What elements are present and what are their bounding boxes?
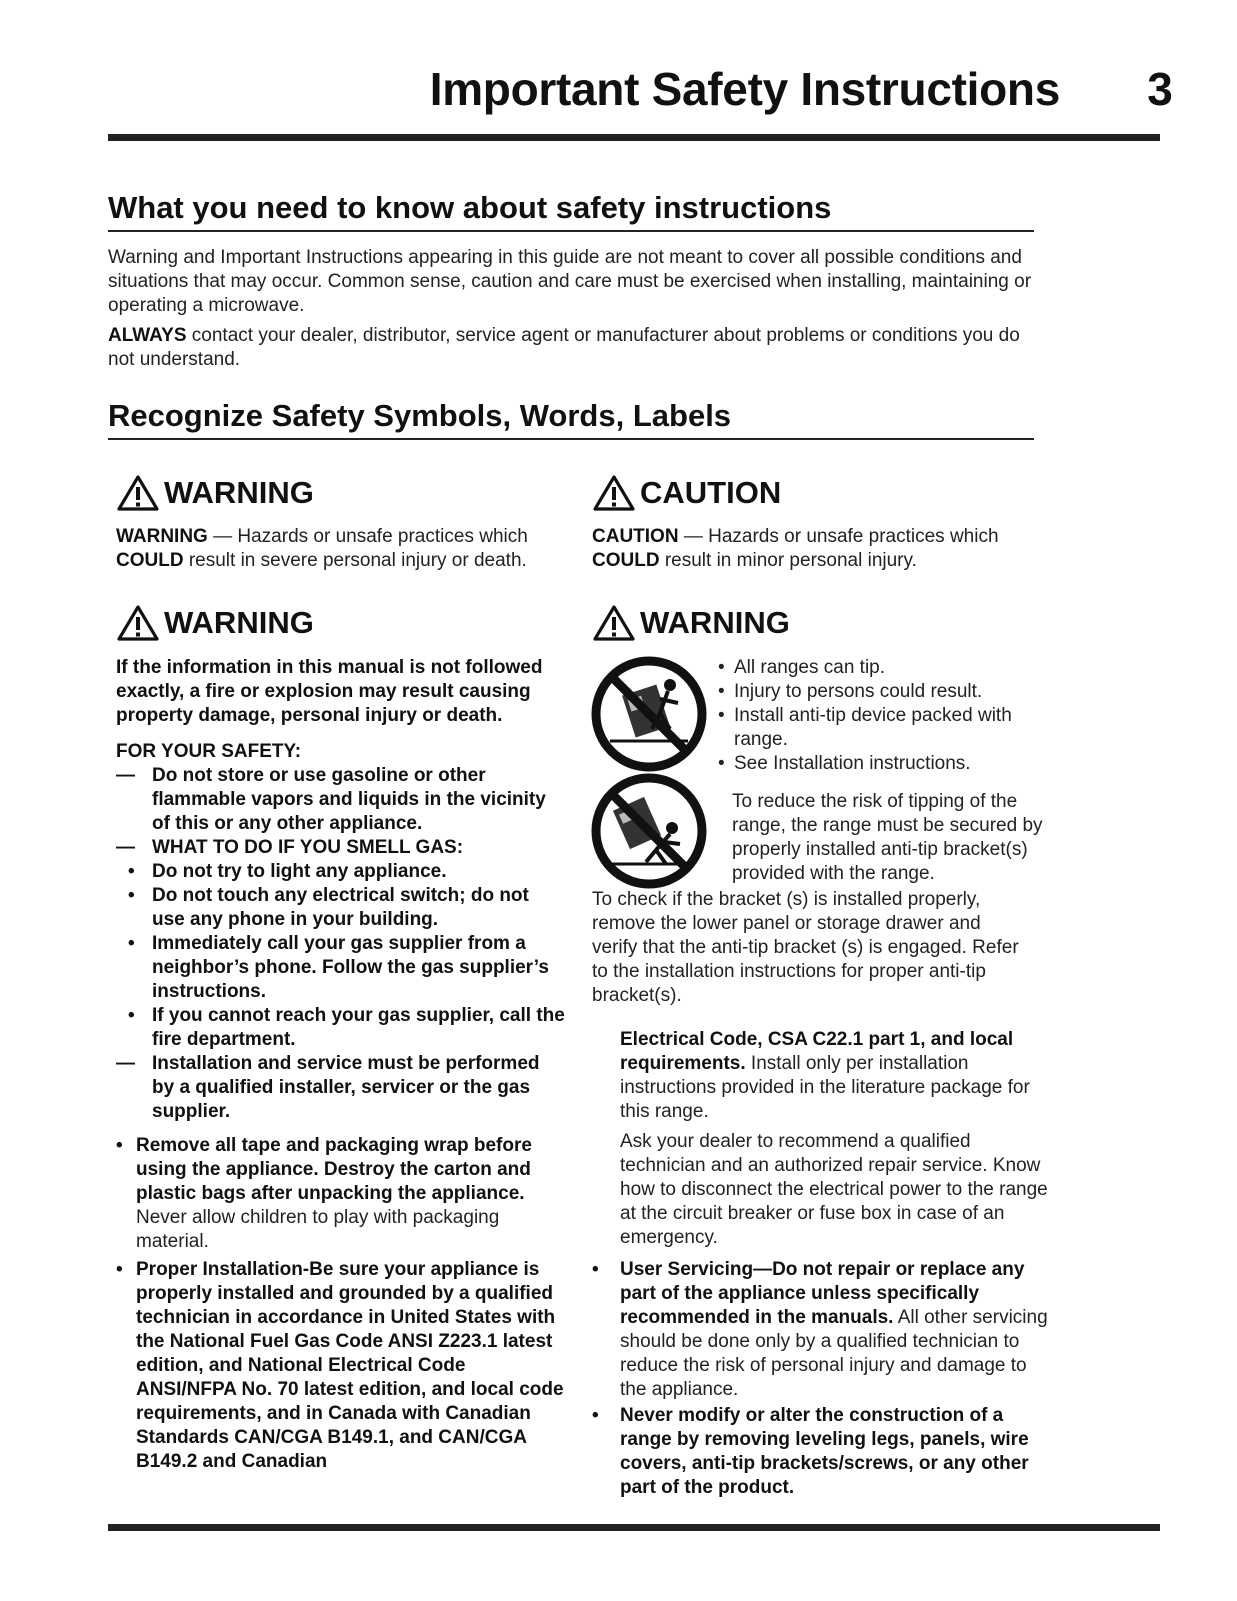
always-paragraph	[108, 324, 1038, 372]
tip-bullets	[718, 656, 1048, 776]
alert-triangle-icon	[116, 604, 160, 642]
packaging-note: Never allow children to play with packaging material.	[136, 1207, 500, 1252]
list-item: • Remove all tape and packaging wrap before using the appliance. Destroy the carton and plastic bags after unpacking the appliance. Never allow children to play with packaging material.	[116, 1135, 532, 1252]
proper-installation-text: Proper Installation-Be sure your appliance is properly installed and grounded by a qualified technician in accordance in United States with the National Fuel Gas Code ANSI Z223.1 latest edition, and National Electrical Code ANSI/NFPA No. 70 latest edition, and local code requirements, and in Canada with Canadian Standards CAN/CGA B149.1, and CAN/CGA B149.2 and Canadian	[136, 1259, 564, 1472]
warning-heading	[116, 474, 314, 512]
section-title-what-to-know: What you need to know about safety instructions	[108, 190, 832, 225]
section-rule	[108, 438, 1034, 440]
alert-triangle-icon	[592, 474, 636, 512]
warning-label: WARNING	[164, 605, 314, 640]
warning-heading-tip	[592, 604, 790, 642]
list-item: • Do not touch any electrical switch; do not use any phone in your building.	[116, 884, 566, 932]
always-lead: ALWAYS	[108, 325, 187, 346]
list-item: • User Servicing—Do not repair or replace any part of the appliance unless specifically recommended in the manuals. All other servicing should be done only by a qualified technician to reduce the risk of personal injury and damage to the appliance.	[592, 1259, 1048, 1400]
list-item-text: Install anti-tip device packed with range.	[734, 705, 1012, 750]
list-item: — Do not store or use gasoline or other flammable vapors and liquids in the vicinity of this or any other appliance.	[116, 764, 566, 836]
caution-def-text: — Hazards or unsafe practices which	[678, 526, 999, 547]
bracket-check-text: To check if the bracket (s) is installed properly, remove the lower panel or storage drawer and verify that the anti-tip bracket (s) is engaged. Refer to the installation instructions for proper anti-tip bracket(s).	[592, 889, 1019, 1006]
list-item: • Injury to persons could result.	[718, 680, 1048, 704]
warning-term: WARNING	[116, 526, 208, 547]
list-item: • See Installation instructions.	[718, 752, 1048, 776]
warning-def-text: — Hazards or unsafe practices which	[207, 526, 528, 547]
warning-definition	[116, 525, 576, 573]
caution-def-text-2: result in minor personal injury.	[659, 550, 917, 571]
electrical-code-text	[620, 1028, 1060, 1124]
list-item-text: See Installation instructions.	[734, 753, 971, 774]
warning-label: WARNING	[640, 605, 790, 640]
intro-paragraph: Warning and Important Instructions appearing in this guide are not meant to cover all possible conditions and situations that may occur. Common sense, caution and care must be exercised when installing, maintaining or operating a microwave.	[108, 247, 1032, 316]
warning-def-text-2: result in severe personal injury or death.	[183, 550, 527, 571]
list-item: — WHAT TO DO IF YOU SMELL GAS:	[116, 836, 566, 860]
list-item-text: Do not try to light any appliance.	[152, 861, 447, 882]
could-term: COULD	[116, 550, 184, 571]
caution-label: CAUTION	[640, 475, 782, 510]
list-item: — Installation and service must be performed by a qualified installer, servicer or the gas supplier.	[116, 1052, 566, 1124]
list-item-text: WHAT TO DO IF YOU SMELL GAS:	[152, 837, 464, 858]
list-item-text: Injury to persons could result.	[734, 681, 983, 702]
warning-heading-gas	[116, 604, 314, 642]
for-your-safety: FOR YOUR SAFETY:	[116, 741, 302, 762]
always-rest: contact your dealer, distributor, service agent or manufacturer about problems or conditions you do not understand.	[108, 325, 1020, 370]
list-item-text: Installation and service must be performed by a qualified installer, servicer or the gas supplier.	[152, 1053, 540, 1122]
range-tip-hazard-icon	[590, 655, 708, 773]
list-item-text: Do not store or use gasoline or other flammable vapors and liquids in the vicinity of this or any other appliance.	[152, 765, 546, 834]
warning-label: WARNING	[164, 475, 314, 510]
list-item: • Install anti-tip device packed with range.	[718, 704, 1048, 752]
gas-warning-intro: If the information in this manual is not followed exactly, a fire or explosion may result causing property damage, personal injury or death.	[116, 657, 543, 726]
page-number: 3	[1147, 63, 1173, 115]
user-servicing-bold: User Servicing—Do not repair or replace any part of the appliance unless specifically recommended in the manuals.	[620, 1259, 1025, 1328]
tip-risk-text: To reduce the risk of tipping of the range, the range must be secured by properly installed anti-tip bracket(s) provided with the range.	[732, 791, 1043, 884]
list-item-text: All ranges can tip.	[734, 657, 886, 678]
section-title-recognize: Recognize Safety Symbols, Words, Labels	[108, 398, 732, 433]
electrical-code-norm: Install only per installation instructions provided in the literature package for this range.	[620, 1053, 1030, 1122]
list-item: • If you cannot reach your gas supplier, call the fire department.	[128, 1005, 565, 1050]
user-servicing-norm: All other servicing should be done only by a qualified technician to reduce the risk of personal injury and damage to the appliance.	[620, 1307, 1048, 1400]
caution-term: CAUTION	[592, 526, 679, 547]
header-rule	[108, 134, 1160, 141]
list-item-text: Do not touch any electrical switch; do not use any phone in your building.	[152, 885, 529, 930]
range-tip-person-icon	[590, 772, 708, 890]
section-rule	[108, 230, 1034, 232]
caution-heading	[592, 474, 781, 512]
never-modify-text: Never modify or alter the construction of a range by removing leveling legs, panels, wire covers, anti-tip brackets/screws, or any other part of the product.	[620, 1405, 1029, 1498]
alert-triangle-icon	[116, 474, 160, 512]
electrical-code-bold: Electrical Code, CSA C22.1 part 1, and local requirements.	[620, 1029, 1014, 1074]
page-title: Important Safety Instructions	[429, 63, 1060, 115]
caution-definition	[592, 525, 1052, 573]
dealer-text: Ask your dealer to recommend a qualified technician and an authorized repair service. Know how to disconnect the electrical power to the range at the circuit breaker or fuse box in case of an emergency.	[620, 1131, 1048, 1248]
list-item-text: If you cannot reach your gas supplier, call the fire department.	[152, 1005, 565, 1050]
list-item: • Never modify or alter the construction of a range by removing leveling legs, panels, wire covers, anti-tip brackets/screws, or any other part of the product.	[592, 1404, 1048, 1500]
list-item-text: Immediately call your gas supplier from a neighbor’s phone. Follow the gas supplier’s instructions.	[152, 933, 549, 1002]
footer-rule	[108, 1524, 1160, 1531]
could-term: COULD	[592, 550, 660, 571]
packaging-bold: Remove all tape and packaging wrap before using the appliance. Destroy the carton and plastic bags after unpacking the appliance.	[136, 1135, 532, 1204]
list-item: • Proper Installation-Be sure your appliance is properly installed and grounded by a qualified technician in accordance in United States with the National Fuel Gas Code ANSI Z223.1 latest edition, and National Electrical Code ANSI/NFPA No. 70 latest edition, and local code requirements, and in Canada with Canadian Standards CAN/CGA B149.1, and CAN/CGA B149.2 and Canadian	[116, 1258, 568, 1474]
right-bullet-list	[592, 1258, 1048, 1500]
left-bullet-list	[116, 1134, 568, 1474]
safety-list	[116, 764, 566, 1124]
list-item: • Do not try to light any appliance.	[116, 860, 566, 884]
list-item: • All ranges can tip.	[718, 656, 1048, 680]
alert-triangle-icon	[592, 604, 636, 642]
list-item: • Immediately call your gas supplier from a neighbor’s phone. Follow the gas supplier’s instructions.	[116, 932, 566, 1004]
